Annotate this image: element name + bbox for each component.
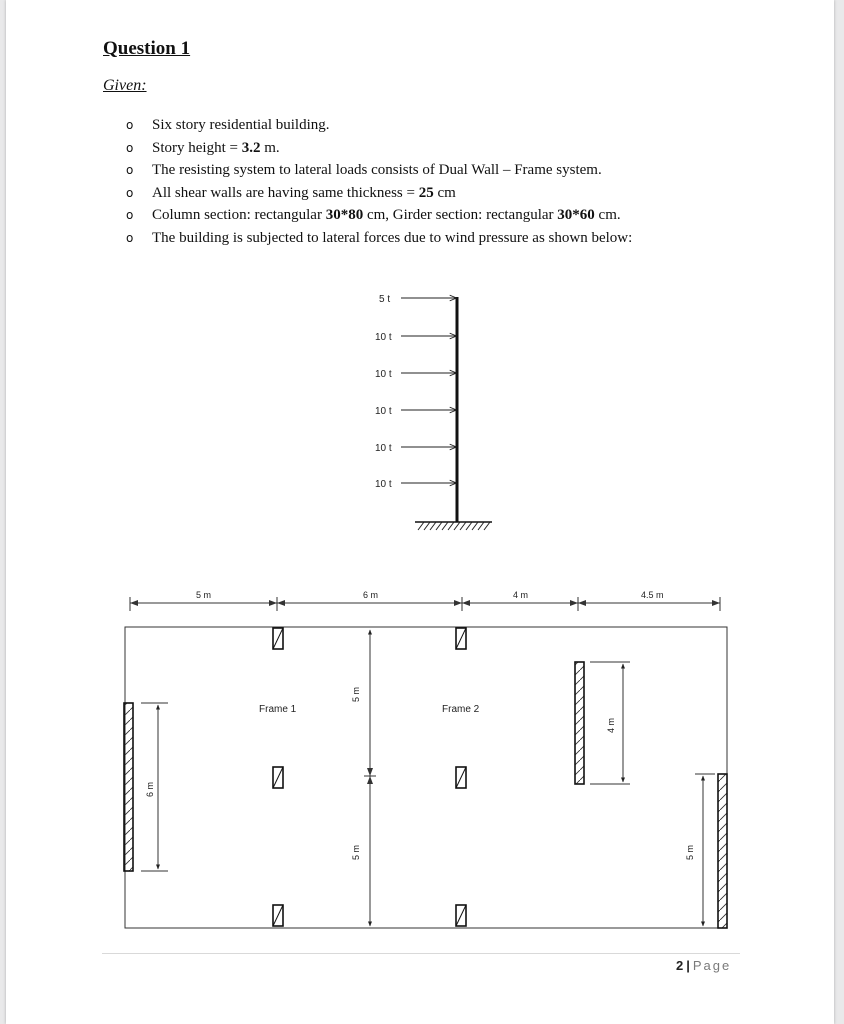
- span-label: 4.5 m: [641, 590, 664, 600]
- bullet-circle-icon: o: [126, 185, 134, 200]
- column: [273, 905, 283, 926]
- dimension-label: 6 m: [145, 781, 155, 797]
- shear-wall: [718, 774, 727, 928]
- bullet-circle-icon: o: [126, 208, 134, 223]
- bullet-circle-icon: o: [126, 140, 134, 155]
- span-label: 5 m: [196, 590, 212, 600]
- load-label: 10 t: [375, 443, 392, 454]
- page-footer: [676, 958, 731, 973]
- drawings: [6, 0, 834, 1024]
- dimension-label: 5 m: [685, 844, 695, 860]
- list-item: o Story height = 3.2 m.: [126, 137, 632, 160]
- bullet-circle-icon: o: [126, 118, 134, 132]
- load-label: 10 t: [375, 332, 392, 343]
- footer-divider: [102, 953, 740, 954]
- column: [456, 905, 466, 926]
- list-item: o The resisting system to lateral loads consists of Dual Wall – Frame system.: [126, 159, 632, 182]
- list-item: o Column section: rectangular 30*80 cm, Girder section: rectangular 30*60 cm.: [126, 204, 632, 227]
- page-word: Page: [692, 958, 732, 973]
- wind-load-diagram: [375, 294, 492, 530]
- list-item: o All shear walls are having same thickness = 25 cm: [126, 182, 632, 205]
- shear-wall: [575, 662, 584, 784]
- column: [456, 767, 466, 788]
- frame-1-label: Frame 1: [259, 704, 297, 715]
- span-dimension-line: [130, 597, 720, 611]
- list-item: o The building is subjected to lateral forces due to wind pressure as shown below:: [126, 227, 632, 250]
- vertical-dimension-middle: [364, 630, 376, 926]
- bullet-circle-icon: o: [126, 230, 134, 245]
- column: [273, 628, 283, 649]
- shear-wall: [124, 703, 133, 871]
- vertical-dimension-right: [695, 774, 715, 926]
- building-outline: [125, 627, 727, 928]
- question-heading: Question 1: [103, 38, 191, 59]
- list-item: o Six story residential building.: [126, 114, 632, 137]
- bullet-circle-icon: o: [126, 163, 134, 178]
- fixed-support: [415, 522, 492, 530]
- load-label: 10 t: [375, 369, 392, 380]
- page-number: 2: [676, 958, 684, 973]
- column: [456, 628, 466, 649]
- footer-separator: |: [686, 958, 690, 973]
- load-label: 10 t: [375, 479, 392, 490]
- dimension-label: 4 m: [606, 717, 616, 733]
- frame-2-label: Frame 2: [442, 704, 480, 715]
- floor-plan: [124, 590, 727, 928]
- dimension-label: 5 m: [351, 844, 361, 860]
- span-label: 4 m: [513, 590, 529, 600]
- given-label: Given:: [103, 77, 147, 94]
- load-label: 5 t: [379, 294, 391, 305]
- column: [273, 767, 283, 788]
- document-page: [6, 0, 834, 1024]
- load-label: 10 t: [375, 406, 392, 417]
- span-label: 6 m: [363, 590, 379, 600]
- dimension-label: 5 m: [351, 686, 361, 702]
